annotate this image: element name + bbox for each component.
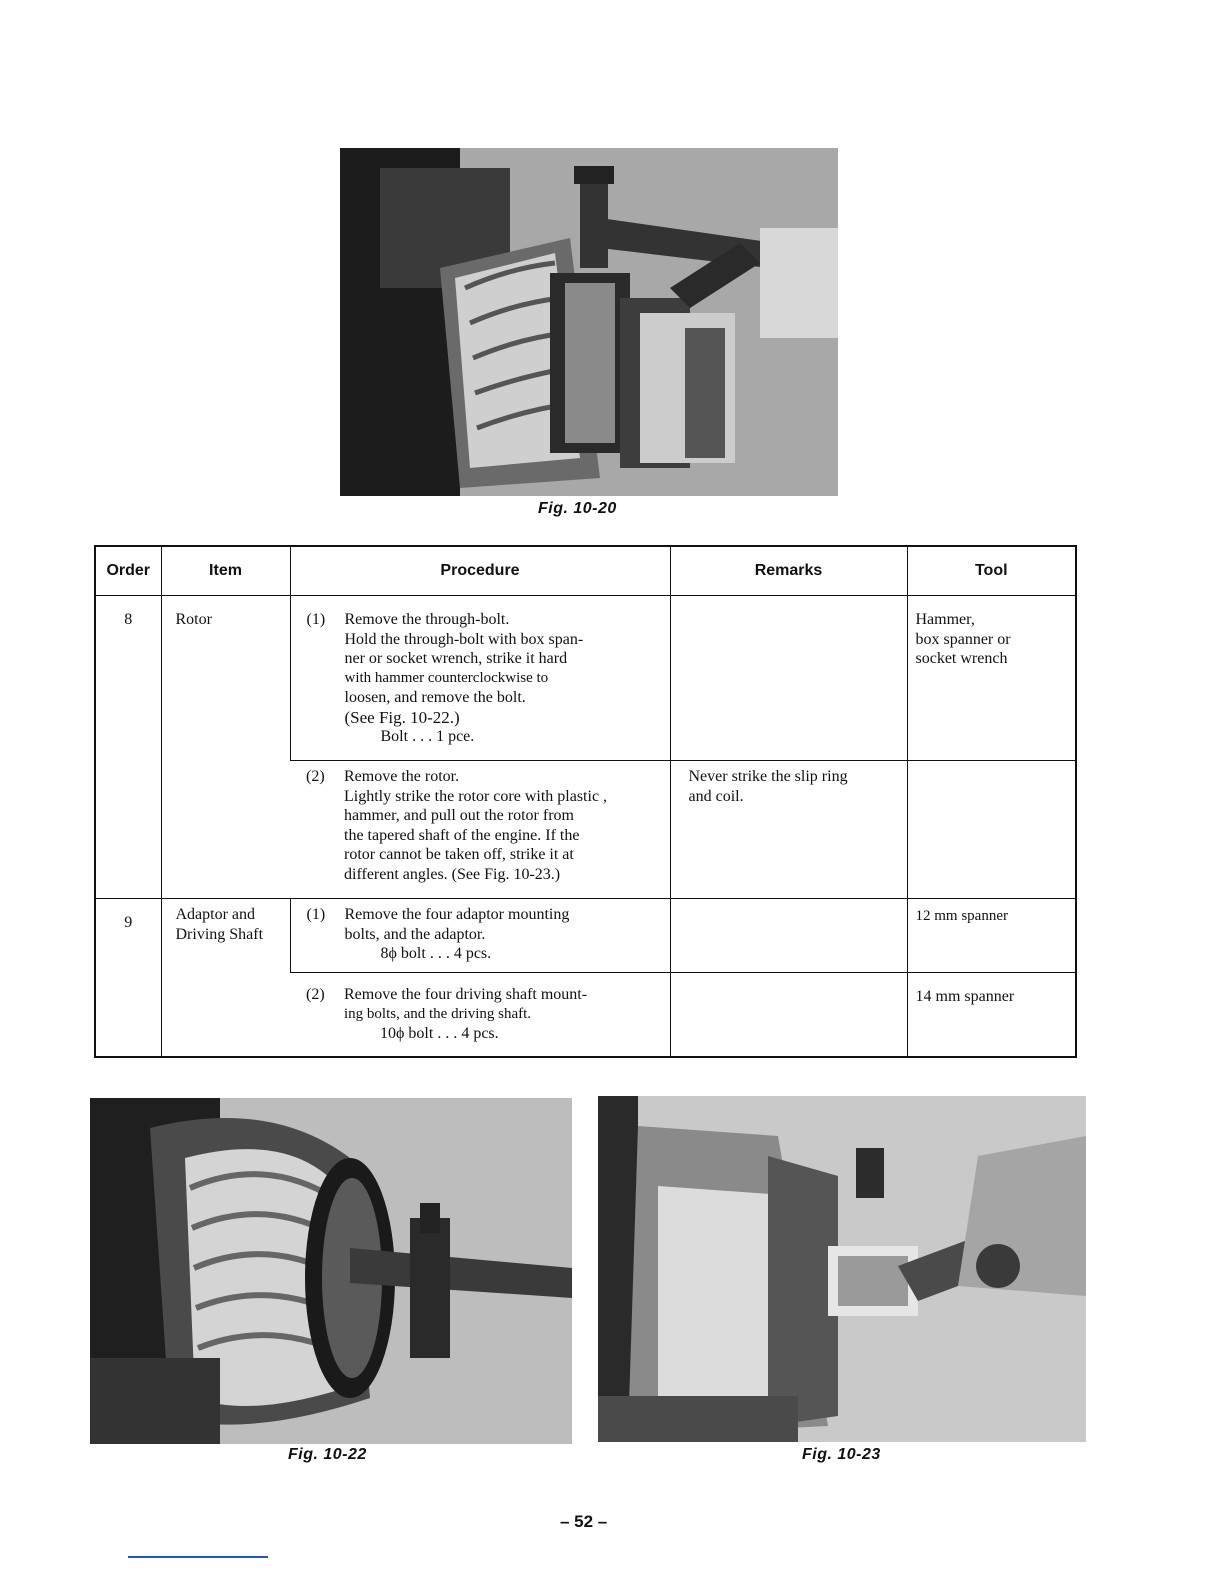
figure-10-22-caption: Fig. 10-22 bbox=[288, 1446, 367, 1463]
step-number: (1) bbox=[306, 906, 326, 923]
header-tool: Tool bbox=[907, 546, 1076, 596]
table-row bbox=[95, 596, 1076, 761]
remarks-cell bbox=[670, 761, 907, 899]
procedure-line: rotor cannot be taken off, strike it at bbox=[344, 846, 574, 863]
remarks-cell bbox=[670, 596, 907, 761]
tool-line: 14 mm spanner bbox=[915, 988, 1015, 1005]
step-number: (1) bbox=[306, 611, 326, 628]
procedure-line: (See Fig. 10-22.) bbox=[344, 707, 460, 727]
tool-cell bbox=[907, 596, 1076, 761]
figure-10-22-photo bbox=[90, 1098, 572, 1444]
step-number: (2) bbox=[306, 986, 325, 1003]
remark-line: Never strike the slip ring bbox=[688, 768, 848, 785]
tool-line: box spanner or bbox=[915, 630, 1011, 648]
item-cell bbox=[161, 899, 290, 1057]
procedure-line: bolts, and the adaptor. bbox=[344, 925, 486, 943]
page-number: – 52 – bbox=[560, 1512, 608, 1531]
procedure-line: Remove the through-bolt. bbox=[344, 611, 510, 628]
part-spec: 8ϕ bolt . . . 4 pcs. bbox=[380, 945, 492, 962]
order-cell: 9 bbox=[95, 899, 161, 1057]
order-cell: 8 bbox=[124, 611, 133, 628]
tool-cell bbox=[907, 899, 1076, 973]
tool-cell bbox=[907, 973, 1076, 1057]
procedure-line: with hammer counterclockwise to bbox=[344, 669, 549, 686]
table-row bbox=[95, 899, 1076, 973]
procedure-line: Remove the four adaptor mounting bbox=[344, 906, 570, 923]
figure-10-23-caption: Fig. 10-23 bbox=[802, 1446, 881, 1463]
tool-line: 12 mm spanner bbox=[915, 908, 1008, 924]
part-spec: 10ϕ bolt . . . 4 pcs. bbox=[380, 1025, 499, 1042]
procedure-cell bbox=[290, 973, 670, 1057]
item-line: Driving Shaft bbox=[175, 925, 264, 943]
procedure-line: hammer, and pull out the rotor from bbox=[344, 807, 574, 824]
header-remarks: Remarks bbox=[670, 546, 907, 596]
step-number: (2) bbox=[306, 768, 325, 785]
procedure-cell bbox=[290, 899, 670, 973]
procedure-line: Remove the rotor. bbox=[344, 768, 460, 785]
procedure-table bbox=[94, 545, 1077, 1058]
header-item: Item bbox=[161, 546, 290, 596]
procedure-line: Lightly strike the rotor core with plastic , bbox=[344, 787, 608, 805]
table-header-row bbox=[95, 546, 1076, 596]
tool-line: socket wrench bbox=[915, 650, 1008, 667]
tool-line: Hammer, bbox=[915, 611, 975, 628]
procedure-line: ner or socket wrench, strike it hard bbox=[344, 650, 568, 667]
figure-10-20-photo bbox=[340, 148, 838, 496]
item-cell: Rotor bbox=[161, 596, 290, 899]
procedure-cell bbox=[290, 761, 670, 899]
procedure-cell bbox=[290, 596, 670, 761]
tool-cell bbox=[907, 761, 1076, 899]
figure-10-23-photo bbox=[598, 1096, 1086, 1442]
remarks-cell bbox=[670, 973, 907, 1057]
header-procedure: Procedure bbox=[290, 546, 670, 596]
footer-divider bbox=[128, 1556, 268, 1558]
procedure-line: loosen, and remove the bolt. bbox=[344, 689, 526, 706]
procedure-line: Remove the four driving shaft mount- bbox=[344, 986, 588, 1003]
item-line: Adaptor and bbox=[175, 906, 256, 923]
procedure-line: the tapered shaft of the engine. If the bbox=[344, 826, 580, 844]
procedure-line: ing bolts, and the driving shaft. bbox=[344, 1005, 532, 1022]
figure-10-20-caption: Fig. 10-20 bbox=[538, 500, 617, 517]
procedure-line: Hold the through-bolt with box span- bbox=[344, 630, 584, 648]
procedure-line: different angles. (See Fig. 10-23.) bbox=[344, 865, 561, 883]
remark-line: and coil. bbox=[688, 787, 744, 805]
remarks-cell bbox=[670, 899, 907, 973]
header-order: Order bbox=[95, 546, 161, 596]
part-spec: Bolt . . . 1 pce. bbox=[380, 728, 475, 745]
